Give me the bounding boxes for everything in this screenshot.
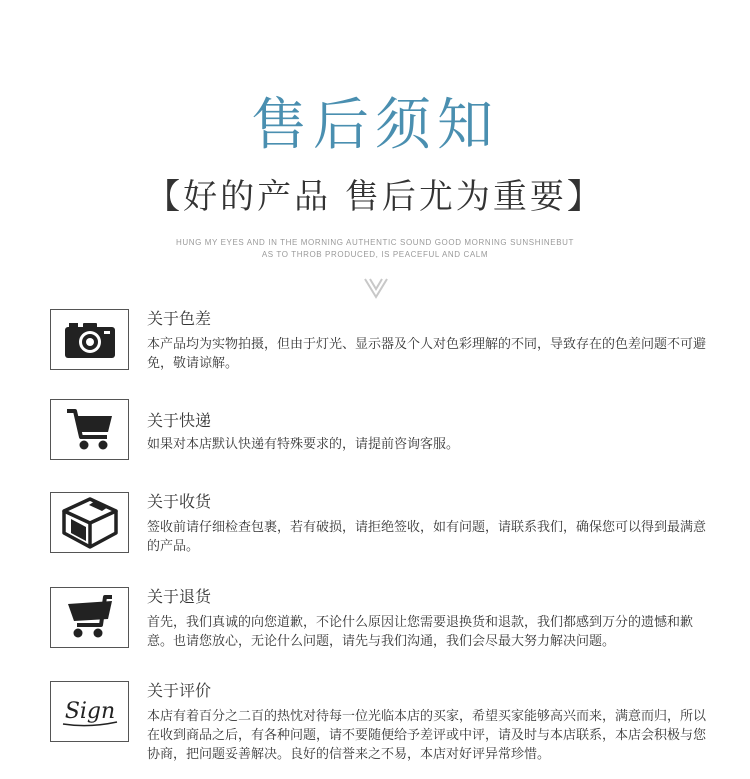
icon-frame — [50, 309, 129, 370]
icon-frame — [50, 492, 129, 553]
cart-icon — [65, 407, 115, 453]
sign-icon-text: Sign — [64, 698, 115, 724]
camera-icon — [64, 321, 116, 359]
icon-frame — [50, 681, 129, 742]
chevron-down-icon — [363, 276, 389, 300]
sign-icon — [55, 692, 125, 732]
item-text: 本店有着百分之二百的热忱对待每一位光临本店的买家，希望买家能够高兴而来，满意而归，所以在收到商品之后，有各种问题，请不要随便给予差评或中评，请及时与本店联系，本店会积极与您协商，把问题妥善解决。良好的信誉来之不易，本店对好评异常珍惜。 — [147, 709, 707, 762]
notice-item-express — [50, 399, 710, 461]
notice-item-return — [50, 587, 710, 649]
notice-item-receive — [50, 492, 710, 554]
item-text: 签收前请仔细检查包裹，若有破损，请拒绝签收，如有问题，请联系我们，确保您可以得到最满意的产品。 — [147, 520, 707, 554]
page-subtitle: 【好的产品 售后尤为重要】 — [146, 177, 604, 217]
icon-frame — [50, 587, 129, 648]
item-text: 本产品均为实物拍摄，但由于灯光、显示器及个人对色彩理解的不同，导致存在的色差问题不可避免，敬请谅解。 — [147, 337, 707, 371]
item-title: 关于快递 — [147, 411, 212, 430]
icon-frame — [50, 399, 129, 460]
notice-item-review — [50, 681, 710, 762]
cart-icon — [65, 595, 115, 641]
english-caption-line-2: AS TO THROB PRODUCED, IS PEACEFUL AND CALM — [261, 250, 489, 259]
page-title: 售后须知 — [251, 93, 499, 158]
box-icon — [62, 497, 118, 549]
notice-item-color — [50, 309, 710, 371]
item-text: 如果对本店默认快递有特殊要求的，请提前咨询客服。 — [147, 437, 460, 452]
english-caption — [150, 237, 600, 261]
item-title: 关于评价 — [147, 681, 212, 700]
english-caption-line-1: HUNG MY EYES AND IN THE MORNING AUTHENTIC SOUND GOOD MORNING SUNSHINEBUT — [175, 238, 575, 247]
item-title: 关于退货 — [147, 587, 212, 606]
item-title: 关于收货 — [147, 492, 212, 511]
item-text: 首先，我们真诚的向您道歉，不论什么原因让您需要退换货和退款，我们都感到万分的遗憾和歉意。也请您放心，无论什么问题，请先与我们沟通，我们会尽最大努力解决问题。 — [147, 615, 694, 649]
item-title: 关于色差 — [147, 309, 212, 328]
